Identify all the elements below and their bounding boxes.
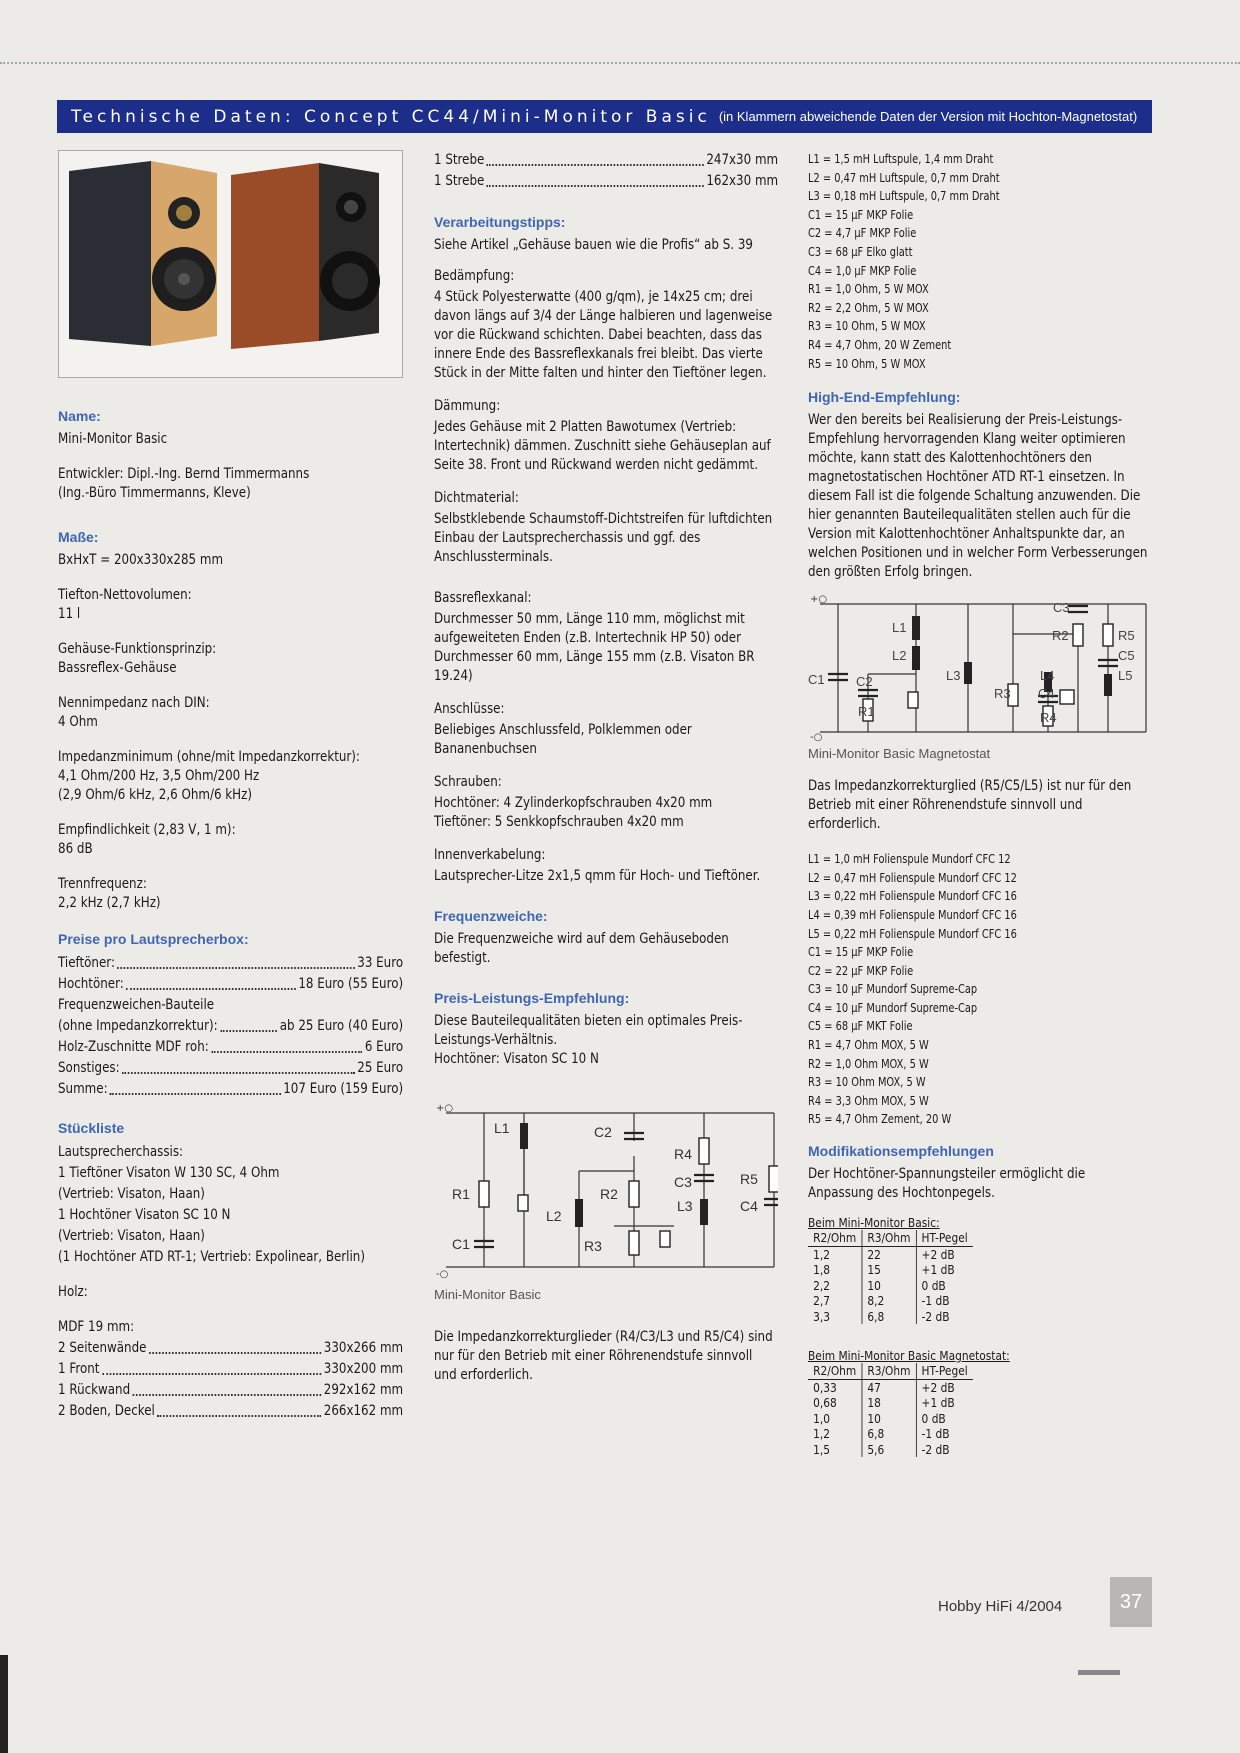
schematic-basic-caption: Mini-Monitor Basic bbox=[434, 1287, 541, 1302]
ansch-text: Beliebiges Anschlussfeld, Polklemmen oder Bananenbuchsen bbox=[434, 722, 692, 757]
holz-row: 2 Boden, Deckel 266x162 mm bbox=[58, 1403, 404, 1419]
tiefton-volumen: Tiefton-Nettovolumen: 11 l bbox=[58, 587, 192, 622]
label-l2: L2 bbox=[892, 648, 907, 664]
heading-preise: Preise pro Lautsprecherbox: bbox=[58, 931, 249, 947]
preis-row: Holz-Zuschnitte MDF roh: 6 Euro bbox=[58, 1039, 404, 1055]
heading-name: Name: bbox=[58, 408, 101, 424]
label-c5: C5 bbox=[1118, 648, 1135, 664]
pl-text: Diese Bauteilequalitäten bieten ein optimales Preis-Leistungs-Verhältnis. Hochtöner: Visaton SC 10 N bbox=[434, 1013, 743, 1067]
holz-row: 2 Seitenwände 330x266 mm bbox=[58, 1340, 404, 1356]
stueckliste: Lautsprecherchassis: 1 Tieftöner Visaton W 130 SC, 4 Ohm (Vertrieb: Visaton, Haan) 1 Hochtöner Visaton SC 10 N (Vertrieb: Visaton, Haan) (1 Hochtöner ATD RT-1; Vertrieb: Expolinear, Berlin) bbox=[58, 1144, 365, 1265]
label-c4: C4 bbox=[740, 1198, 758, 1214]
label-r5: R5 bbox=[1118, 628, 1135, 644]
table-row: 2,7 8,2 -1 dB bbox=[808, 1293, 973, 1309]
ansch-label: Anschlüsse: bbox=[434, 701, 505, 717]
heading-stueckliste: Stückliste bbox=[58, 1120, 125, 1136]
daemm-text: Jedes Gehäuse mit 2 Platten Bawotumex (Vertrieb: Intertechnik) dämmen. Zuschnitt siehe Gehäuseplan auf Seite 38. Front und Rückwand werden nicht gedämmt. bbox=[434, 419, 771, 473]
heading-preis-leistung: Preis-Leistungs-Empfehlung: bbox=[434, 990, 630, 1006]
strebe-row: 1 Strebe 247x30 mm bbox=[434, 152, 779, 168]
heading-frequenzweiche: Frequenzweiche: bbox=[434, 908, 548, 924]
daemm-label: Dämmung: bbox=[434, 398, 501, 414]
preise-list bbox=[58, 953, 403, 1100]
label-r1: R1 bbox=[858, 704, 875, 720]
svg-text:+○: +○ bbox=[810, 594, 828, 606]
table-row: 1,2 22 +2 dB bbox=[808, 1246, 973, 1262]
strebe-row: 1 Strebe 162x30 mm bbox=[434, 173, 779, 189]
label-l1: L1 bbox=[494, 1120, 510, 1136]
preis-row: Sonstiges: 25 Euro bbox=[58, 1060, 404, 1076]
dicht-text: Selbstklebende Schaumstoff-Dichtstreifen für luftdichten Einbau der Lautsprecherchassis und ggf. des Anschlussterminals. bbox=[434, 511, 773, 565]
schematic-basic bbox=[434, 1091, 778, 1291]
label-r4: R4 bbox=[674, 1146, 692, 1162]
label-l5: L5 bbox=[1118, 668, 1133, 684]
label-c3: C3 bbox=[674, 1174, 692, 1190]
heading-verarbeitung: Verarbeitungstipps: bbox=[434, 214, 566, 230]
table-row: 0,33 47 +2 dB bbox=[808, 1379, 973, 1395]
magazine-footer: Hobby HiFi 4/2004 bbox=[938, 1598, 1063, 1615]
table-row: 0,68 18 +1 dB bbox=[808, 1395, 973, 1411]
label-r3: R3 bbox=[994, 686, 1011, 702]
table-row: 1,0 10 0 dB bbox=[808, 1411, 973, 1427]
schematic-magnetostat bbox=[808, 594, 1152, 744]
grey-mark bbox=[1078, 1670, 1120, 1675]
bass-label: Bassreflexkanal: bbox=[434, 590, 532, 606]
impedanz-magnetostat: Das Impedanzkorrekturglied (R5/C5/L5) ist nur für den Betrieb mit einer Röhrenendstufe sinnvoll und erforderlich. bbox=[808, 778, 1132, 833]
table-row: 1,5 5,6 -2 dB bbox=[808, 1442, 973, 1458]
he-text: Wer den bereits bei Realisierung der Preis-Leistungs-Empfehlung hervorragenden Klang weiter optimieren möchte, kann statt des Kalottenhochtöners den magnetostatischen Hochtöner ATD RT-1 einsetzen. In diesem Fall ist die folgende Schaltung anzuwenden. Die hier genannten Bauteilequalitäten stellen auch für die Version mit Kalottenhochtöner Anhaltspunkte dar, an welchen Positionen und in welcher Form Verbesserungen den größten Erfolg bringen. bbox=[808, 412, 1148, 581]
empfindlichkeit: Empfindlichkeit (2,83 V, 1 m): 86 dB bbox=[58, 822, 236, 857]
innen-label: Innenverkabelung: bbox=[434, 847, 546, 863]
table-row: 3,3 6,8 -2 dB bbox=[808, 1309, 973, 1325]
speaker-photo bbox=[58, 150, 403, 378]
innen-text: Lautsprecher-Litze 2x1,5 qmm für Hoch- und Tieftöner. bbox=[434, 868, 761, 884]
holz-row: 1 Front 330x200 mm bbox=[58, 1361, 404, 1377]
label-r2: R2 bbox=[600, 1186, 618, 1202]
column-middle bbox=[434, 150, 778, 1397]
label-c3: C3 bbox=[1053, 600, 1070, 616]
parts-list-magnetostat: L1 = 1,0 mH Folienspule Mundorf CFC 12 L2 = 0,47 mH Folienspule Mundorf CFC 12 L3 = 0,22 mH Folienspule Mundorf CFC 16 L4 = 0,39 mH Folienspule Mundorf CFC 16 L5 = 0,22 mH Folienspule Mundorf CFC 16 C1 = 15 µF MKP Folie C2 = 22 µF MKP Folie C3 = 10 µF Mundorf Supreme-Cap C4 = 10 µF Mundorf Supreme-Cap C5 = 68 µF MKT Folie R1 = 4,7 Ohm MOX, 5 W R2 = 1,0 Ohm MOX, 5 W R3 = 10 Ohm MOX, 5 W R4 = 3,3 Ohm MOX, 5 W R5 = 4,7 Ohm Zement, 20 W bbox=[808, 852, 1017, 1127]
preis-row: (ohne Impedanzkorrektur): ab 25 Euro (40 Euro) bbox=[58, 1018, 404, 1034]
preis-row: Summe: 107 Euro (159 Euro) bbox=[58, 1081, 404, 1097]
label-l2: L2 bbox=[546, 1208, 562, 1224]
top-dotted-rule bbox=[0, 62, 1240, 64]
label-r4: R4 bbox=[1040, 710, 1057, 726]
label-c1: C1 bbox=[808, 672, 825, 688]
svg-text:-○: -○ bbox=[436, 1269, 449, 1280]
svg-text:-○: -○ bbox=[810, 732, 823, 744]
speaker-illustration bbox=[59, 151, 402, 377]
masse-value: BxHxT = 200x330x285 mm bbox=[58, 552, 224, 568]
funktionsprinzip: Gehäuse-Funktionsprinzip: Bassreflex-Gehäuse bbox=[58, 641, 217, 676]
table2-caption: Beim Mini-Monitor Basic Magnetostat: bbox=[808, 1348, 1010, 1364]
bass-text: Durchmesser 50 mm, Länge 110 mm, möglichst mit aufgeweiteten Enden (z.B. Intertechnik HP 50) oder Durchmesser 60 mm, Länge 155 mm (z.B. Visaton BR 19.24) bbox=[434, 611, 755, 684]
column-left bbox=[58, 150, 403, 1422]
entwickler: Entwickler: Dipl.-Ing. Bernd Timmermanns (Ing.-Büro Timmermanns, Kleve) bbox=[58, 466, 310, 501]
fw-text: Die Frequenzweiche wird auf dem Gehäuseboden befestigt. bbox=[434, 931, 729, 966]
preis-row: Frequenzweichen-Bauteile bbox=[58, 997, 215, 1013]
label-l3: L3 bbox=[677, 1198, 693, 1214]
impedanz-text: Die Impedanzkorrekturglieder (R4/C3/L3 und R5/C4) sind nur für den Betrieb mit einer Röhrenendstufe sinnvoll und erforderlich. bbox=[434, 1329, 773, 1383]
schematic-magnetostat-caption: Mini-Monitor Basic Magnetostat bbox=[808, 746, 991, 762]
verarb-text: Siehe Artikel „Gehäuse bauen wie die Profis“ ab S. 39 bbox=[434, 237, 753, 253]
heading-high-end: High-End-Empfehlung: bbox=[808, 389, 961, 406]
heading-modifikation: Modifikationsempfehlungen bbox=[808, 1143, 994, 1160]
table-row: 1,8 15 +1 dB bbox=[808, 1262, 973, 1278]
name-value: Mini-Monitor Basic bbox=[58, 431, 168, 447]
preis-row: Hochtöner: 18 Euro (55 Euro) bbox=[58, 976, 404, 992]
left-edge-bar bbox=[0, 1655, 8, 1753]
label-c2: C2 bbox=[856, 674, 873, 690]
label-l4: L4 bbox=[1040, 668, 1055, 684]
nennimpedanz: Nennimpedanz nach DIN: 4 Ohm bbox=[58, 695, 210, 730]
trennfrequenz: Trennfrequenz: 2,2 kHz (2,7 kHz) bbox=[58, 876, 161, 911]
label-r2: R2 bbox=[1052, 628, 1069, 644]
daempf-text: 4 Stück Polyesterwatte (400 g/qm), je 14x25 cm; drei davon längs auf 3/4 der Länge halbieren und lagenweise vor die Rückwand schichten. Dabei beachten, dass das innere Ende des Bassreflexkanals frei bleibt. Das vierte Stück in der Mitte falten und hinter den Tieftöner legen. bbox=[434, 289, 773, 381]
dicht-label: Dichtmaterial: bbox=[434, 490, 519, 506]
label-r1: R1 bbox=[452, 1186, 470, 1202]
heading-masse: Maße: bbox=[58, 529, 99, 545]
label-r3: R3 bbox=[584, 1238, 602, 1254]
page-number: 37 bbox=[1110, 1577, 1152, 1627]
banner-title: Technische Daten: Concept CC44/Mini-Monitor Basic bbox=[71, 106, 711, 127]
table-magnetostat: R2/Ohm R3/Ohm HT-Pegel 0,33 47 +2 dB 0,68 18 +1 dB 1,0 10 0 dB 1,2 6,8 -1 dB 1,5 5,6 -2 dB bbox=[808, 1363, 973, 1457]
svg-text:+○: +○ bbox=[436, 1103, 454, 1114]
column-right bbox=[808, 150, 1152, 1457]
schr-label: Schrauben: bbox=[434, 774, 502, 790]
label-l1: L1 bbox=[892, 620, 907, 636]
label-c1: C1 bbox=[452, 1236, 470, 1252]
mdf-label: MDF 19 mm: bbox=[58, 1319, 135, 1335]
schrauben: Hochtöner: 4 Zylinderkopfschrauben 4x20 mm Tieftöner: 5 Senkkopfschrauben 4x20 mm bbox=[434, 795, 713, 830]
label-l3: L3 bbox=[946, 668, 961, 684]
table-row: 1,2 6,8 -1 dB bbox=[808, 1426, 973, 1442]
label-c4: C4 bbox=[1038, 686, 1055, 702]
holz-label: Holz: bbox=[58, 1284, 88, 1300]
title-banner bbox=[57, 100, 1152, 133]
preis-row: Tieftöner: 33 Euro bbox=[58, 955, 404, 971]
holz-row: 1 Rückwand 292x162 mm bbox=[58, 1382, 404, 1398]
impedanzminimum: Impedanzminimum (ohne/mit Impedanzkorrektur): 4,1 Ohm/200 Hz, 3,5 Ohm/200 Hz (2,9 Ohm/6 kHz, 2,6 Ohm/6 kHz) bbox=[58, 749, 360, 803]
banner-note: (in Klammern abweichende Daten der Version mit Hochton-Magnetostat) bbox=[718, 109, 1138, 124]
parts-list-basic: L1 = 1,5 mH Luftspule, 1,4 mm Draht L2 = 0,47 mH Luftspule, 0,7 mm Draht L3 = 0,18 mH Luftspule, 0,7 mm Draht C1 = 15 µF MKP Folie C2 = 4,7 µF MKP Folie C3 = 68 µF Elko glatt C4 = 1,0 µF MKP Folie R1 = 1,0 Ohm, 5 W MOX R2 = 2,2 Ohm, 5 W MOX R3 = 10 Ohm, 5 W MOX R4 = 4,7 Ohm, 20 W Zement R5 = 10 Ohm, 5 W MOX bbox=[808, 152, 1000, 371]
label-c2: C2 bbox=[594, 1124, 612, 1140]
table-row: 2,2 10 0 dB bbox=[808, 1278, 973, 1294]
table1-caption: Beim Mini-Monitor Basic: bbox=[808, 1215, 940, 1231]
label-r5: R5 bbox=[740, 1171, 758, 1187]
daempf-label: Bedämpfung: bbox=[434, 268, 515, 284]
mod-text: Der Hochtöner-Spannungsteiler ermöglicht die Anpassung des Hochtonpegels. bbox=[808, 1166, 1086, 1202]
table-basic: R2/Ohm R3/Ohm HT-Pegel 1,2 22 +2 dB 1,8 15 +1 dB 2,2 10 0 dB 2,7 8,2 -1 dB 3,3 6,8 -2 dB bbox=[808, 1230, 973, 1324]
